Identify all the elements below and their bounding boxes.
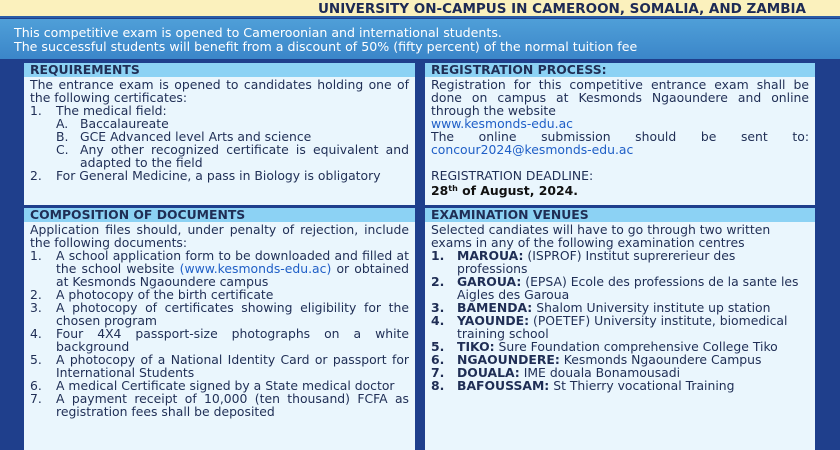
venue-description: (POETEF) University institute, biomedical training school bbox=[457, 313, 788, 341]
website-link[interactable]: (www.kesmonds-edu.ac) bbox=[179, 261, 332, 276]
item-number: 2. bbox=[30, 168, 42, 183]
item-number: 7. bbox=[30, 391, 42, 406]
page-title: UNIVERSITY ON-CAMPUS IN CAMEROON, SOMALIA, AND ZAMBIA bbox=[0, 0, 840, 18]
item-text: Baccalaureate bbox=[80, 116, 169, 131]
item-text: Four 4X4 passport-size photographs on a white background bbox=[56, 326, 409, 354]
website-link[interactable]: www.kesmonds-edu.ac bbox=[431, 116, 573, 131]
list-item bbox=[30, 169, 409, 182]
submission-text: The online submission should be sent to: bbox=[431, 129, 809, 144]
item-text-part: A school application form to be downloaded and filled at the school website bbox=[56, 248, 409, 276]
item-number: 2. bbox=[30, 287, 42, 302]
item-number: 6. bbox=[30, 378, 42, 393]
item-text: A photocopy of the birth certificate bbox=[56, 287, 274, 302]
item-text-part: or obtained at Kesmonds Ngaoundere campus bbox=[56, 261, 409, 289]
venue-item bbox=[431, 379, 801, 392]
venue-description: Sure Foundation comprehensive College Tiko bbox=[494, 339, 778, 354]
item-text: Any other recognized certificate is equivalent and adapted to the field bbox=[80, 142, 409, 170]
requirements-heading: REQUIREMENTS bbox=[24, 63, 415, 77]
item-text bbox=[56, 249, 409, 288]
item-text: A photocopy of a National Identity Card or passport for International Students bbox=[56, 352, 409, 380]
item-number: 4. bbox=[431, 313, 445, 328]
item-text: For General Medicine, a pass in Biology is obligatory bbox=[56, 168, 381, 183]
intro-line-1: This competitive exam is opened to Cameroonian and international students. bbox=[14, 25, 502, 40]
deadline-day: 28 bbox=[431, 183, 449, 198]
item-letter: B. bbox=[56, 129, 69, 144]
list-item bbox=[30, 327, 409, 353]
venues-heading: EXAMINATION VENUES bbox=[425, 208, 815, 222]
requirements-panel bbox=[24, 63, 415, 205]
item-number: 8. bbox=[431, 378, 445, 393]
item-number: 1. bbox=[30, 103, 42, 118]
venues-intro: Selected candiates will have to go through two written exams in any of the following examination centres bbox=[431, 222, 771, 250]
venue-city: TIKO: bbox=[457, 339, 495, 354]
item-number: 5. bbox=[30, 352, 42, 367]
item-text bbox=[457, 249, 801, 275]
venue-city: NGAOUNDERE: bbox=[457, 352, 560, 367]
list-item bbox=[30, 353, 409, 379]
documents-panel bbox=[24, 208, 415, 450]
item-number: 3. bbox=[431, 300, 445, 315]
venue-description: Shalom University institute up station bbox=[532, 300, 771, 315]
deadline-suffix: th bbox=[448, 184, 458, 193]
item-text: A photocopy of certificates showing eligibility for the chosen program bbox=[56, 300, 409, 328]
venue-city: MAROUA: bbox=[457, 248, 524, 263]
intro-line-2: The successful students will benefit from a discount of 50% (fifty percent) of the normal tuition fee bbox=[14, 38, 638, 54]
intro-banner bbox=[0, 19, 840, 59]
documents-intro: Application files should, under penalty of rejection, include the following documents: bbox=[30, 222, 409, 250]
venue-city: YAOUNDE: bbox=[457, 313, 530, 328]
item-number: 7. bbox=[431, 365, 445, 380]
deadline-label: REGISTRATION DEADLINE: bbox=[431, 168, 594, 183]
item-text bbox=[457, 275, 801, 301]
venue-item bbox=[431, 314, 801, 340]
item-number: 6. bbox=[431, 352, 445, 367]
requirements-intro: The entrance exam is opened to candidates holding one of the following certificates: bbox=[30, 77, 409, 105]
item-number: 5. bbox=[431, 339, 445, 354]
email-link[interactable]: concour2024@kesmonds-edu.ac bbox=[431, 142, 634, 157]
item-text: A payment receipt of 10,000 (ten thousand) FCFA as registration fees shall be deposited bbox=[56, 391, 409, 419]
venue-description: IME douala Bonamousadi bbox=[519, 365, 681, 380]
item-letter: C. bbox=[56, 142, 69, 157]
item-number: 3. bbox=[30, 300, 42, 315]
documents-heading: COMPOSITION OF DOCUMENTS bbox=[24, 208, 415, 222]
item-number: 1. bbox=[431, 248, 445, 263]
venue-item bbox=[431, 275, 801, 301]
item-text: A medical Certificate signed by a State medical doctor bbox=[56, 378, 395, 393]
venue-description: Kesmonds Ngaoundere Campus bbox=[559, 352, 762, 367]
registration-text: Registration for this competitive entrance exam shall be done on campus at Kesmonds Ngaoundere and online through the website bbox=[431, 77, 809, 118]
item-text: GCE Advanced level Arts and science bbox=[80, 129, 312, 144]
venue-city: DOUALA: bbox=[457, 365, 520, 380]
item-letter: A. bbox=[56, 116, 69, 131]
venue-description: St Thierry vocational Training bbox=[549, 378, 735, 393]
item-text bbox=[457, 379, 801, 392]
list-item bbox=[30, 301, 409, 327]
venue-description: (ISPROF) Institut suprererieur des professions bbox=[457, 248, 736, 276]
item-text bbox=[457, 314, 801, 340]
registration-heading: REGISTRATION PROCESS: bbox=[425, 63, 815, 77]
item-number: 4. bbox=[30, 326, 42, 341]
venue-city: BAMENDA: bbox=[457, 300, 533, 315]
deadline-rest: of August, 2024. bbox=[457, 183, 578, 198]
list-item bbox=[56, 143, 409, 169]
item-number: 2. bbox=[431, 274, 445, 289]
venue-item bbox=[431, 249, 801, 275]
list-item bbox=[30, 249, 409, 288]
venues-panel bbox=[425, 208, 815, 450]
registration-panel bbox=[425, 63, 815, 205]
item-number: 1. bbox=[30, 248, 42, 263]
item-text: The medical field: bbox=[56, 103, 167, 118]
deadline-date bbox=[431, 182, 809, 197]
venue-city: GAROUA: bbox=[457, 274, 522, 289]
list-item bbox=[30, 392, 409, 418]
venue-city: BAFOUSSAM: bbox=[457, 378, 550, 393]
venue-description: (EPSA) Ecole des professions de la sante les Aigles des Garoua bbox=[457, 274, 799, 302]
